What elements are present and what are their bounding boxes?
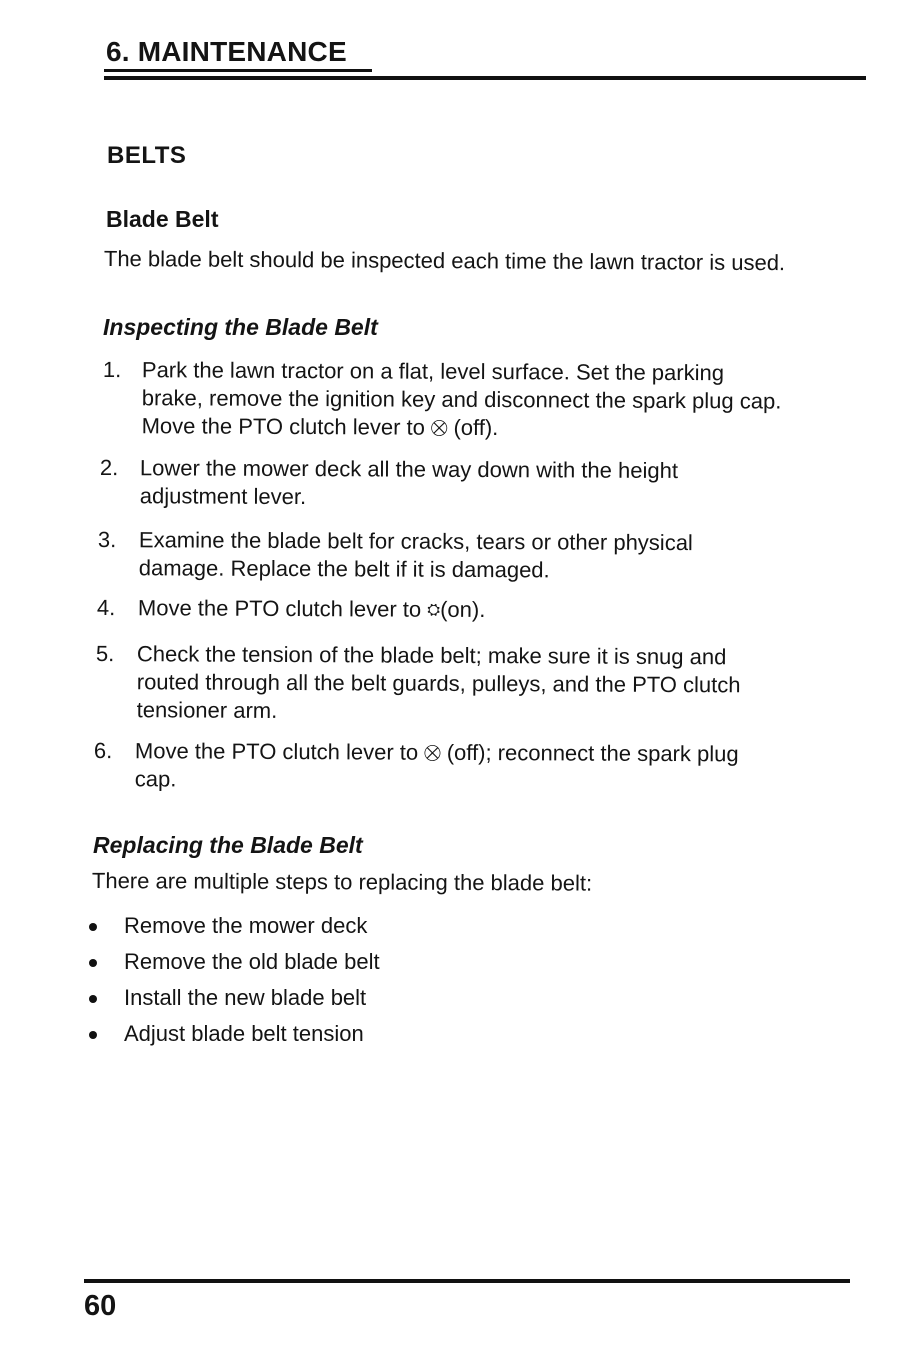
section-title: BELTS	[107, 142, 187, 169]
list-item	[88, 1020, 380, 1056]
subsection-title: Blade Belt	[106, 206, 219, 232]
bullet-icon	[89, 959, 97, 967]
bullet-icon	[89, 995, 97, 1003]
replacing-heading: Replacing the Blade Belt	[93, 832, 363, 858]
header-divider	[104, 76, 866, 80]
pto-off-icon: ⛒	[424, 744, 441, 762]
chapter-title: 6. MAINTENANCE	[106, 36, 347, 67]
step-text-main: Park the lawn tractor on a flat, level surface. Set the parking brake, remove the ignition key and disconnect the spark plug cap. Move the PTO clutch lever to	[141, 357, 782, 440]
step-text-main: Move the PTO clutch lever to	[137, 595, 428, 622]
step-text: Lower the mower deck all the way down with the height adjustment lever.	[139, 455, 679, 510]
list-item-text: Install the new blade belt	[124, 985, 367, 1010]
step-text-suffix: (off); reconnect the spark plug cap.	[134, 739, 739, 792]
list-item-text: Adjust blade belt tension	[124, 1021, 364, 1046]
step-number: 5.	[95, 641, 115, 667]
list-item	[88, 948, 380, 984]
list-item	[88, 912, 380, 948]
step-text: Check the tension of the blade belt; make sure it is snug and routed through all the belt guards, pulleys, and the PTO clutch tensioner arm.	[136, 641, 741, 723]
pto-off-icon: ⛒	[430, 419, 448, 437]
pto-on-icon: ⛭	[427, 601, 441, 619]
list-item-text: Remove the mower deck	[124, 913, 368, 938]
bullet-icon	[89, 923, 97, 931]
inspecting-heading: Inspecting the Blade Belt	[103, 314, 378, 340]
step-number: 6.	[93, 738, 113, 764]
step-number: 4.	[96, 595, 116, 621]
step-text-suffix: (off).	[447, 414, 499, 441]
list-item-text: Remove the old blade belt	[124, 949, 380, 974]
step-number: 3.	[97, 527, 117, 553]
intro-paragraph: The blade belt should be inspected each time the lawn tractor is used.	[103, 246, 786, 276]
step-text	[138, 594, 897, 626]
replacing-steps-list	[88, 912, 380, 1056]
step-number: 1.	[102, 357, 122, 383]
list-item	[88, 984, 380, 1020]
step-text	[142, 356, 897, 444]
step-text-main: Move the PTO clutch lever to	[134, 738, 419, 765]
chapter-title-underline	[104, 69, 372, 72]
bullet-icon	[89, 1031, 97, 1039]
page-number: 60	[84, 1290, 117, 1322]
step-text-suffix: (on).	[440, 596, 486, 623]
step-text: Examine the blade belt for cracks, tears or other physical damage. Replace the belt if it is damaged.	[138, 527, 693, 583]
step-number: 2.	[99, 455, 119, 481]
footer-divider	[84, 1279, 850, 1283]
replacing-intro: There are multiple steps to replacing the blade belt:	[91, 868, 593, 896]
step-text	[135, 737, 895, 797]
